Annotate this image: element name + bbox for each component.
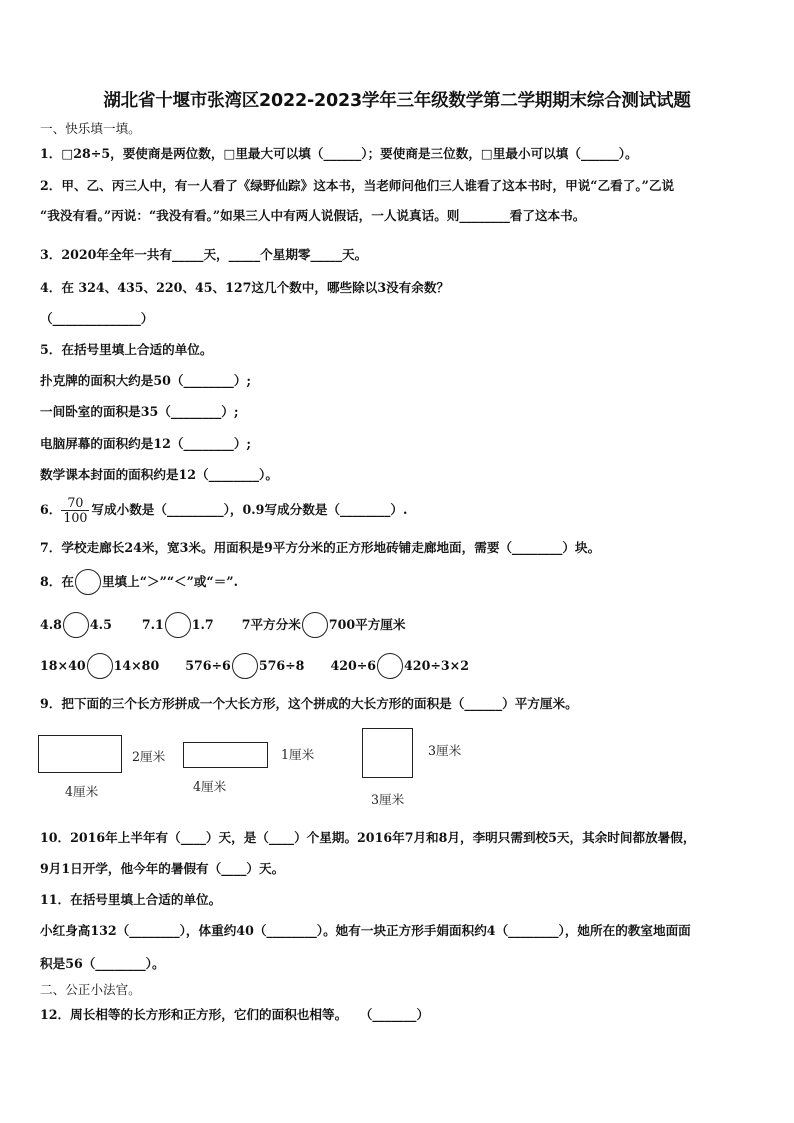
fraction-70-100 <box>61 496 89 525</box>
page-title: 湖北省十堰市张湾区2022-2023学年三年级数学第二学期期末综合测试试题 <box>103 91 691 111</box>
question-5-item-a: 扑克牌的面积大约是50（________）; <box>40 373 252 388</box>
question-5-item-d: 数学课本封面的面积约是12（________）。 <box>40 467 278 482</box>
square-height-label: 3厘米 <box>428 743 462 758</box>
compare-right: 420÷3×2 <box>404 658 469 673</box>
comparison-circle-icon[interactable] <box>63 612 89 638</box>
question-9: 9．把下面的三个长方形拼成一个大长方形，这个拼成的大长方形的面积是（______）平方厘米。 <box>40 696 578 711</box>
square-3x3 <box>362 728 413 778</box>
rectangle-4x1 <box>183 742 268 768</box>
section-heading-fill-in: 一、快乐填一填。 <box>40 121 141 136</box>
question-10-line-1: 10．2016年上半年有（____）天，是（____）个星期。2016年7月和8月，李明只需到校5天，其余时间都放暑假， <box>40 830 696 845</box>
question-10-line-2: 9月1日开学，他今年的暑假有（____）天。 <box>40 861 285 876</box>
rectangle-1-height-label: 2厘米 <box>132 749 166 764</box>
rectangle-2-width-label: 4厘米 <box>193 779 227 794</box>
comparison-circle-icon <box>75 569 101 595</box>
compare-right: 1.7 <box>191 617 214 632</box>
rectangle-2-height-label: 1厘米 <box>281 747 315 762</box>
comparison-circle-icon[interactable] <box>165 612 191 638</box>
compare-right: 700平方厘米 <box>328 617 406 632</box>
question-6 <box>40 492 407 528</box>
compare-left: 18×40 <box>40 658 86 673</box>
question-7: 7．学校走廊长24米，宽3米。用面积是9平方分米的正方形地砖铺走廊地面，需要（________）块。 <box>40 540 601 555</box>
question-8-post: 里填上“＞”“＜”或“＝”. <box>101 574 238 589</box>
question-8-row-1 <box>40 611 406 639</box>
compare-left: 7平方分米 <box>241 617 301 632</box>
comparison-circle-icon[interactable] <box>377 653 403 679</box>
compare-left: 4.8 <box>40 617 62 632</box>
fraction-denominator: 100 <box>63 509 88 525</box>
question-6-number: 6． <box>40 502 62 517</box>
question-12: 12．周长相等的长方形和正方形，它们的面积也相等。 （_______） <box>40 1007 430 1022</box>
compare-right: 4.5 <box>89 617 112 632</box>
fraction-numerator: 70 <box>67 494 84 510</box>
question-2-line-2: “我没有看。”丙说：“我没有看。”如果三人中有两人说假话，一人说真话。则________看了这本书。 <box>40 208 586 223</box>
comparison-circle-icon[interactable] <box>232 653 258 679</box>
square-width-label: 3厘米 <box>371 792 405 807</box>
question-5-item-b: 一间卧室的面积是35（________）; <box>40 404 239 419</box>
question-11-line-1: 小红身高132（________），体重约40（________）。她有一块正方形手娟面积约4（________），她所在的教室地面面 <box>40 923 691 938</box>
compare-left: 7.1 <box>141 617 164 632</box>
comparison-circle-icon[interactable] <box>87 653 113 679</box>
rectangle-4x2 <box>38 735 122 773</box>
question-11-line-2: 积是56（________）。 <box>40 956 165 971</box>
question-6-text: 写成小数是（_________），0.9写成分数是（________）. <box>91 502 408 517</box>
question-1: 1．□28÷5，要使商是两位数，□里最大可以填（______）；要使商是三位数，□里最小可以填（______）。 <box>40 146 638 161</box>
question-3: 3．2020年全年一共有_____天，_____个星期零_____天。 <box>40 247 368 262</box>
question-5-title: 5．在括号里填上合适的单位。 <box>40 342 213 357</box>
question-11-title: 11．在括号里填上合适的单位。 <box>40 892 222 907</box>
compare-right: 14×80 <box>113 658 160 673</box>
question-2-line-1: 2．甲、乙、丙三人中，有一人看了《绿野仙踪》这本书，当老师问他们三人谁看了这本书时，甲说“乙看了。”乙说 <box>40 178 675 193</box>
question-8-title <box>40 568 238 596</box>
question-8-pre: 8．在 <box>40 574 74 589</box>
question-4: 4．在 324、435、220、45、127这几个数中，哪些除以3没有余数？ <box>40 280 450 295</box>
section-heading-judge: 二、公正小法官。 <box>40 982 141 997</box>
compare-right: 576÷8 <box>258 658 305 673</box>
rectangle-1-width-label: 4厘米 <box>65 784 99 799</box>
question-5-item-c: 电脑屏幕的面积约是12（________）; <box>40 436 252 451</box>
question-4-answer-blank: （______________） <box>40 311 154 326</box>
compare-left: 576÷6 <box>185 658 231 673</box>
comparison-circle-icon[interactable] <box>302 612 328 638</box>
compare-left: 420÷6 <box>330 658 377 673</box>
question-8-row-2 <box>40 652 469 680</box>
